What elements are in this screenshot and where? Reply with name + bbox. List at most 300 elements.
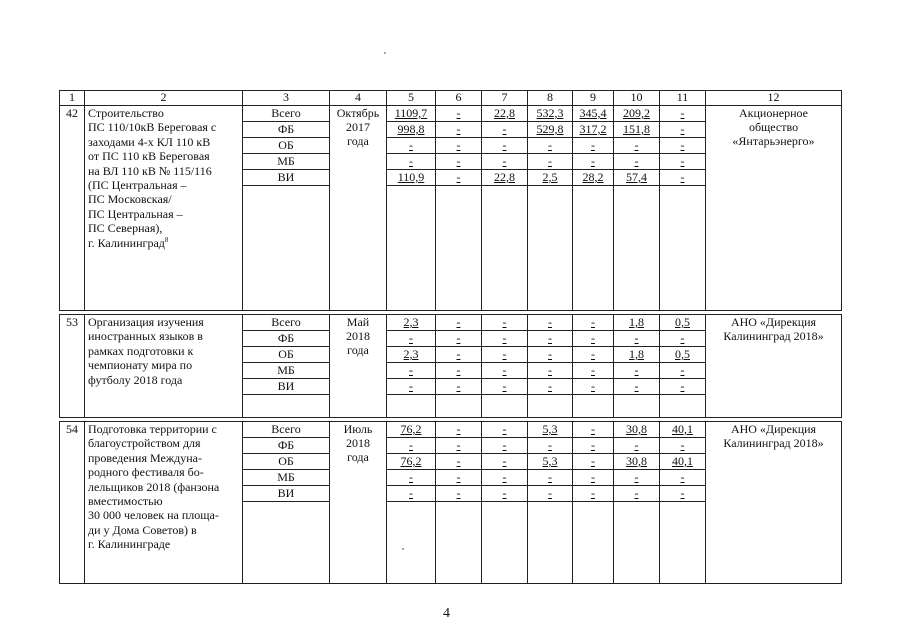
value-text: - bbox=[680, 106, 685, 120]
value-text: - bbox=[680, 438, 685, 452]
value-text: - bbox=[548, 154, 552, 168]
project-name-line: ди у Дома Советов) в bbox=[88, 522, 197, 537]
value-text: - bbox=[591, 138, 595, 152]
value-cell bbox=[660, 138, 706, 154]
empty-cell bbox=[387, 395, 436, 418]
period-line: Июль bbox=[343, 422, 373, 436]
completion-period bbox=[330, 315, 387, 418]
table-row bbox=[60, 315, 842, 331]
funding-source: МБ bbox=[243, 470, 330, 486]
table-body bbox=[60, 91, 842, 584]
value-cell bbox=[614, 470, 660, 486]
project-name bbox=[85, 422, 243, 584]
value-cell bbox=[573, 170, 614, 186]
header-cell: 10 bbox=[614, 91, 660, 106]
empty-cell bbox=[528, 395, 573, 418]
value-text: - bbox=[502, 470, 507, 484]
value-cell bbox=[387, 138, 436, 154]
value-cell bbox=[614, 331, 660, 347]
value-cell bbox=[528, 331, 573, 347]
value-cell bbox=[660, 331, 706, 347]
value-text: - bbox=[548, 486, 552, 500]
value-text: - bbox=[409, 470, 413, 484]
value-text: - bbox=[591, 363, 595, 377]
value-cell bbox=[436, 422, 482, 438]
value-text: - bbox=[680, 363, 685, 377]
value-cell bbox=[660, 315, 706, 331]
value-cell bbox=[482, 363, 528, 379]
row-number: 53 bbox=[60, 315, 85, 418]
value-cell bbox=[387, 363, 436, 379]
value-cell bbox=[387, 379, 436, 395]
value-text: - bbox=[456, 454, 461, 468]
value-cell bbox=[387, 315, 436, 331]
executor bbox=[706, 106, 842, 311]
value-text: - bbox=[634, 138, 639, 152]
value-text: - bbox=[502, 331, 507, 345]
header-cell: 5 bbox=[387, 91, 436, 106]
value-text: - bbox=[634, 331, 639, 345]
value-cell bbox=[614, 154, 660, 170]
value-text: 5,3 bbox=[542, 422, 558, 436]
executor bbox=[706, 422, 842, 584]
value-text: - bbox=[680, 486, 685, 500]
value-text: 209,2 bbox=[623, 106, 650, 120]
value-cell bbox=[436, 454, 482, 470]
value-text: 57,4 bbox=[626, 170, 647, 184]
header-cell: 9 bbox=[573, 91, 614, 106]
completion-period bbox=[330, 422, 387, 584]
value-text: - bbox=[502, 379, 507, 393]
value-cell bbox=[436, 347, 482, 363]
value-cell bbox=[482, 347, 528, 363]
value-text: - bbox=[456, 170, 461, 184]
project-name-line: рамках подготовки к bbox=[88, 343, 194, 358]
value-text: - bbox=[409, 379, 413, 393]
value-cell bbox=[528, 315, 573, 331]
value-cell bbox=[660, 486, 706, 502]
value-cell bbox=[436, 315, 482, 331]
value-text: 0,5 bbox=[675, 347, 690, 361]
footnote-mark: 8 bbox=[164, 235, 169, 244]
value-text: - bbox=[502, 315, 507, 329]
empty-cell bbox=[436, 395, 482, 418]
value-cell bbox=[614, 486, 660, 502]
value-text: 529,8 bbox=[536, 122, 564, 136]
value-text: - bbox=[548, 470, 552, 484]
header-cell: 11 bbox=[660, 91, 706, 106]
value-cell bbox=[573, 347, 614, 363]
funding-source: ФБ bbox=[243, 122, 330, 138]
executor-line: Калининград 2018» bbox=[723, 329, 824, 343]
value-text: 76,2 bbox=[400, 454, 422, 468]
empty-cell bbox=[243, 395, 330, 418]
project-name-line: г. Калининграде bbox=[88, 537, 171, 552]
funding-source: МБ bbox=[243, 363, 330, 379]
value-cell bbox=[436, 154, 482, 170]
value-text: - bbox=[591, 331, 595, 345]
scan-speck bbox=[384, 52, 386, 54]
project-name-line: проведения Междуна- bbox=[88, 450, 202, 465]
header-cell: 3 bbox=[243, 91, 330, 106]
funding-source: МБ bbox=[243, 154, 330, 170]
value-text: - bbox=[548, 138, 552, 152]
value-cell bbox=[614, 438, 660, 454]
value-cell bbox=[387, 438, 436, 454]
value-text: - bbox=[634, 486, 639, 500]
value-cell bbox=[482, 170, 528, 186]
table-row bbox=[60, 106, 842, 122]
value-cell bbox=[387, 154, 436, 170]
value-cell bbox=[660, 438, 706, 454]
value-cell bbox=[436, 470, 482, 486]
value-text: 2,3 bbox=[403, 315, 419, 329]
empty-cell bbox=[243, 502, 330, 584]
value-cell bbox=[436, 438, 482, 454]
value-cell bbox=[573, 470, 614, 486]
value-cell bbox=[573, 331, 614, 347]
value-cell bbox=[436, 486, 482, 502]
value-cell bbox=[614, 422, 660, 438]
value-cell bbox=[573, 363, 614, 379]
empty-cell bbox=[482, 186, 528, 311]
value-text: - bbox=[680, 122, 685, 136]
value-cell bbox=[387, 486, 436, 502]
value-text: - bbox=[591, 315, 595, 329]
header-cell: 12 bbox=[706, 91, 842, 106]
project-name-line: вместимостью bbox=[88, 494, 163, 509]
value-text: - bbox=[456, 106, 461, 120]
value-cell bbox=[573, 138, 614, 154]
value-text: - bbox=[502, 154, 507, 168]
value-cell bbox=[482, 331, 528, 347]
value-text: - bbox=[456, 486, 461, 500]
executor-line: АНО «Дирекция bbox=[730, 422, 817, 436]
empty-cell bbox=[660, 502, 706, 584]
value-text: - bbox=[548, 331, 552, 345]
value-cell bbox=[660, 122, 706, 138]
funding-source: ВИ bbox=[243, 486, 330, 502]
value-text: - bbox=[591, 454, 595, 468]
empty-cell bbox=[436, 502, 482, 584]
value-cell bbox=[614, 315, 660, 331]
value-text: - bbox=[680, 331, 685, 345]
value-cell bbox=[482, 122, 528, 138]
project-name-line: футболу 2018 года bbox=[88, 372, 183, 387]
value-cell bbox=[528, 422, 573, 438]
value-text: 345,4 bbox=[579, 106, 607, 120]
empty-cell bbox=[614, 502, 660, 584]
value-cell bbox=[573, 422, 614, 438]
value-cell bbox=[660, 106, 706, 122]
period-line: Октябрь bbox=[336, 106, 380, 120]
value-text: 317,2 bbox=[579, 122, 607, 136]
header-cell: 4 bbox=[330, 91, 387, 106]
empty-cell bbox=[573, 395, 614, 418]
row-number: 42 bbox=[60, 106, 85, 311]
completion-period bbox=[330, 106, 387, 311]
empty-cell bbox=[614, 186, 660, 311]
value-text: 40,1 bbox=[672, 422, 693, 436]
funding-source: Всего bbox=[243, 315, 330, 331]
period-line: 2018 bbox=[346, 436, 370, 450]
funding-source: ВИ bbox=[243, 379, 330, 395]
value-text: - bbox=[548, 315, 552, 329]
value-text: - bbox=[591, 379, 595, 393]
value-cell bbox=[528, 486, 573, 502]
value-text: 2,3 bbox=[403, 347, 419, 361]
header-cell: 7 bbox=[482, 91, 528, 106]
project-name-line: на ВЛ 110 кВ № 115/116 bbox=[88, 163, 212, 178]
header-cell: 6 bbox=[436, 91, 482, 106]
funding-source: ОБ bbox=[243, 347, 330, 363]
value-cell bbox=[528, 363, 573, 379]
executor-line: общество bbox=[748, 120, 799, 134]
value-text: - bbox=[502, 422, 507, 436]
value-text: - bbox=[591, 154, 595, 168]
header-row bbox=[60, 91, 842, 106]
value-cell bbox=[614, 106, 660, 122]
value-text: - bbox=[456, 379, 461, 393]
header-cell: 8 bbox=[528, 91, 573, 106]
value-text: - bbox=[502, 363, 507, 377]
funding-source: ОБ bbox=[243, 138, 330, 154]
value-text: - bbox=[409, 331, 413, 345]
period-line: Май bbox=[346, 315, 370, 329]
project-name-line: лельщиков 2018 (фанзона bbox=[88, 479, 220, 494]
project-name-line: заходами 4-х КЛ 110 кВ bbox=[88, 134, 211, 149]
project-name-line: ПС Северная), bbox=[88, 221, 163, 236]
value-cell bbox=[528, 379, 573, 395]
value-cell bbox=[660, 454, 706, 470]
project-name-line: г. Калининград bbox=[88, 235, 165, 250]
value-cell bbox=[482, 470, 528, 486]
value-cell bbox=[436, 379, 482, 395]
empty-cell bbox=[387, 186, 436, 311]
value-cell bbox=[482, 106, 528, 122]
value-text: 0,5 bbox=[675, 315, 690, 329]
project-name-line: от ПС 110 кВ Береговая bbox=[88, 149, 210, 164]
funding-source: Всего bbox=[243, 106, 330, 122]
value-text: - bbox=[456, 363, 461, 377]
empty-cell bbox=[573, 502, 614, 584]
value-cell bbox=[660, 379, 706, 395]
project-name-line: ПС Московская/ bbox=[88, 192, 172, 207]
budget-table bbox=[59, 90, 842, 584]
empty-cell bbox=[387, 502, 436, 584]
value-cell bbox=[573, 454, 614, 470]
project-name-line: Строительство bbox=[88, 106, 164, 120]
value-cell bbox=[614, 363, 660, 379]
project-name-line: иностранных языков в bbox=[88, 329, 203, 344]
value-cell bbox=[573, 122, 614, 138]
value-text: 5,3 bbox=[542, 454, 558, 468]
value-text: - bbox=[634, 438, 639, 452]
value-cell bbox=[528, 138, 573, 154]
value-text: - bbox=[548, 379, 552, 393]
value-cell bbox=[614, 379, 660, 395]
value-cell bbox=[614, 138, 660, 154]
value-text: - bbox=[591, 470, 595, 484]
value-text: - bbox=[548, 363, 552, 377]
document-table-wrapper bbox=[59, 90, 842, 584]
value-cell bbox=[660, 470, 706, 486]
value-cell bbox=[573, 438, 614, 454]
value-cell bbox=[660, 363, 706, 379]
value-text: 22,8 bbox=[494, 170, 515, 184]
period-line: года bbox=[347, 134, 369, 148]
empty-cell bbox=[243, 186, 330, 311]
value-cell bbox=[482, 138, 528, 154]
value-text: - bbox=[680, 154, 685, 168]
period-line: 2018 bbox=[346, 329, 370, 343]
value-cell bbox=[573, 315, 614, 331]
header-cell: 2 bbox=[85, 91, 243, 106]
value-cell bbox=[436, 170, 482, 186]
value-text: - bbox=[409, 138, 413, 152]
value-text: - bbox=[409, 438, 413, 452]
value-text: - bbox=[634, 379, 639, 393]
period-line: 2017 bbox=[346, 120, 370, 134]
project-name-line: чемпионату мира по bbox=[88, 358, 193, 373]
funding-source: ВИ bbox=[243, 170, 330, 186]
value-cell bbox=[482, 422, 528, 438]
value-text: 2,5 bbox=[542, 170, 558, 184]
value-cell bbox=[660, 154, 706, 170]
value-cell bbox=[482, 315, 528, 331]
value-text: - bbox=[456, 122, 461, 136]
funding-source: ФБ bbox=[243, 438, 330, 454]
value-cell bbox=[387, 331, 436, 347]
value-text: - bbox=[502, 347, 507, 361]
table-row bbox=[60, 422, 842, 438]
empty-cell bbox=[660, 186, 706, 311]
executor-line: «Янтарьэнерго» bbox=[732, 134, 815, 148]
value-text: 151,8 bbox=[623, 122, 650, 136]
value-cell bbox=[387, 470, 436, 486]
value-text: - bbox=[456, 331, 461, 345]
value-cell bbox=[573, 154, 614, 170]
value-text: - bbox=[456, 438, 461, 452]
value-text: - bbox=[680, 138, 685, 152]
project-name-line: 30 000 человек на площа- bbox=[88, 508, 219, 523]
value-text: - bbox=[456, 138, 461, 152]
value-cell bbox=[614, 170, 660, 186]
project-name-line: родного фестиваля бо- bbox=[88, 465, 204, 480]
value-text: 22,8 bbox=[494, 106, 515, 120]
project-name-line: ПС Центральная – bbox=[88, 206, 183, 221]
empty-cell bbox=[573, 186, 614, 311]
project-name-line: (ПС Центральная – bbox=[88, 178, 187, 193]
project-name bbox=[85, 106, 243, 311]
value-text: - bbox=[502, 454, 507, 468]
value-cell bbox=[573, 379, 614, 395]
empty-cell bbox=[436, 186, 482, 311]
value-cell bbox=[528, 470, 573, 486]
value-cell bbox=[387, 347, 436, 363]
empty-cell bbox=[482, 502, 528, 584]
value-cell bbox=[482, 438, 528, 454]
value-cell bbox=[573, 486, 614, 502]
value-cell bbox=[660, 170, 706, 186]
value-text: - bbox=[591, 486, 595, 500]
value-cell bbox=[614, 122, 660, 138]
funding-source: ФБ bbox=[243, 331, 330, 347]
value-cell bbox=[387, 106, 436, 122]
empty-cell bbox=[528, 502, 573, 584]
value-text: - bbox=[409, 363, 413, 377]
value-cell bbox=[614, 454, 660, 470]
project-name-line: благоустройством для bbox=[88, 436, 201, 451]
executor-line: Калининград 2018» bbox=[723, 436, 824, 450]
value-text: - bbox=[548, 438, 552, 452]
value-cell bbox=[436, 106, 482, 122]
period-line: года bbox=[347, 450, 369, 464]
value-text: - bbox=[502, 486, 507, 500]
value-text: 110,9 bbox=[397, 170, 425, 184]
value-cell bbox=[614, 347, 660, 363]
value-text: - bbox=[456, 422, 461, 436]
value-text: 1,8 bbox=[629, 347, 644, 361]
value-text: - bbox=[548, 347, 552, 361]
executor-line: АНО «Дирекция bbox=[730, 315, 817, 329]
value-cell bbox=[387, 122, 436, 138]
value-cell bbox=[436, 122, 482, 138]
executor-line: Акционерное bbox=[739, 106, 808, 120]
value-cell bbox=[482, 379, 528, 395]
value-cell bbox=[528, 170, 573, 186]
project-name bbox=[85, 315, 243, 418]
value-text: 76,2 bbox=[400, 422, 422, 436]
value-cell bbox=[660, 347, 706, 363]
value-cell bbox=[528, 438, 573, 454]
value-text: - bbox=[502, 122, 507, 136]
value-text: 40,1 bbox=[672, 454, 693, 468]
value-cell bbox=[528, 347, 573, 363]
value-cell bbox=[660, 422, 706, 438]
empty-cell bbox=[528, 186, 573, 311]
value-text: - bbox=[456, 315, 461, 329]
value-cell bbox=[387, 422, 436, 438]
value-text: 28,2 bbox=[582, 170, 604, 184]
value-text: 30,8 bbox=[626, 454, 647, 468]
value-cell bbox=[528, 106, 573, 122]
empty-cell bbox=[614, 395, 660, 418]
value-text: 532,3 bbox=[536, 106, 564, 120]
empty-cell bbox=[482, 395, 528, 418]
value-text: - bbox=[502, 138, 507, 152]
value-text: 1109,7 bbox=[394, 106, 428, 120]
executor bbox=[706, 315, 842, 418]
value-cell bbox=[482, 154, 528, 170]
header-cell: 1 bbox=[60, 91, 85, 106]
project-name-line: Подготовка территории с bbox=[88, 422, 217, 436]
value-cell bbox=[528, 154, 573, 170]
value-cell bbox=[528, 454, 573, 470]
project-name-line: ПС 110/10кВ Береговая с bbox=[88, 120, 217, 135]
period-line: года bbox=[347, 343, 369, 357]
value-text: - bbox=[680, 470, 685, 484]
value-text: 30,8 bbox=[626, 422, 647, 436]
funding-source: ОБ bbox=[243, 454, 330, 470]
value-cell bbox=[482, 454, 528, 470]
page-number: 4 bbox=[443, 606, 450, 621]
value-text: - bbox=[456, 154, 461, 168]
value-text: - bbox=[680, 170, 685, 184]
scan-speck bbox=[402, 548, 404, 550]
value-text: - bbox=[456, 470, 461, 484]
value-text: - bbox=[634, 363, 639, 377]
